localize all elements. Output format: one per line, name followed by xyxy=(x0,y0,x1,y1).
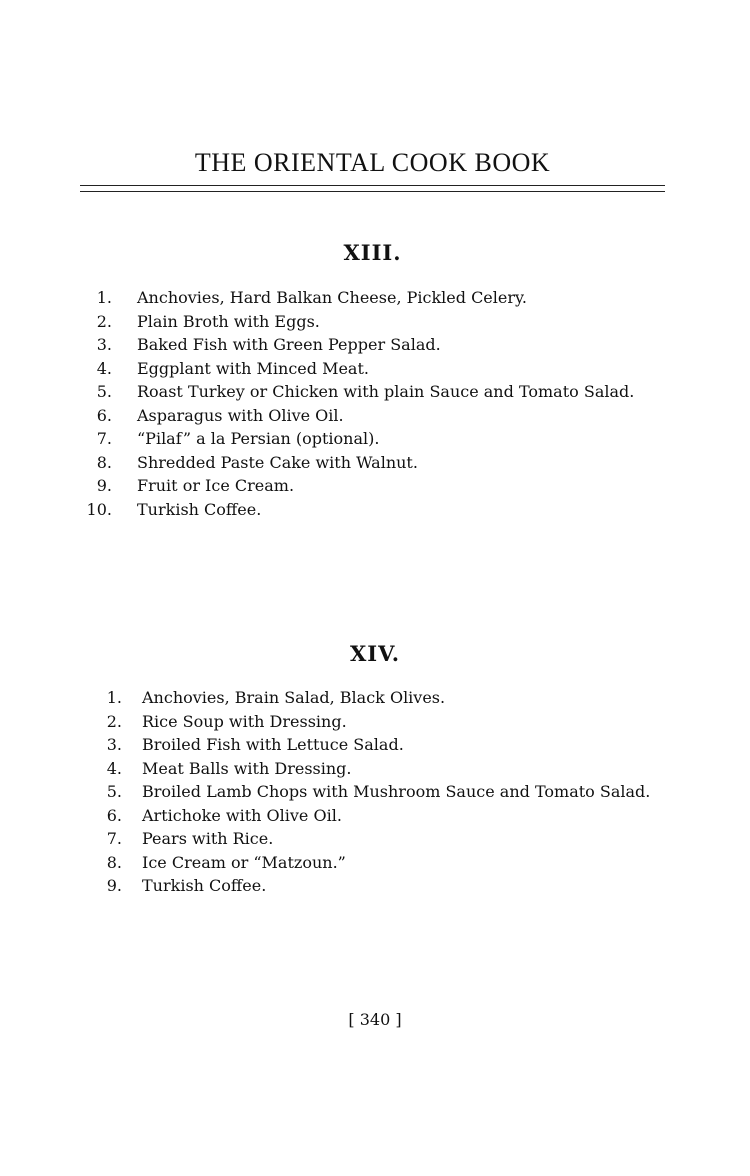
item-number: 10. xyxy=(86,499,112,519)
menu-item xyxy=(93,357,665,381)
item-number: 9. xyxy=(96,476,112,495)
item-text: Anchovies, Brain Salad, Black Olives. xyxy=(142,688,446,707)
item-text: Shredded Paste Cake with Walnut. xyxy=(137,452,418,472)
menu-item xyxy=(98,710,670,734)
menu-item xyxy=(93,380,665,404)
item-number: 4. xyxy=(96,358,112,378)
item-text: Ice Cream or “Matzoun.” xyxy=(142,852,346,872)
item-number: 3. xyxy=(106,735,122,754)
item-text: Rice Soup with Dressing. xyxy=(142,711,347,731)
item-text: Turkish Coffee. xyxy=(137,499,262,519)
item-number: 9. xyxy=(106,876,122,895)
menu-item xyxy=(93,333,665,357)
item-number: 4. xyxy=(106,758,122,778)
menu-item xyxy=(93,286,665,310)
section-title: XIII. xyxy=(343,240,402,265)
item-number: 6. xyxy=(106,805,122,825)
item-number: 6. xyxy=(96,405,112,425)
menu-item xyxy=(86,498,665,522)
menu-item xyxy=(93,404,665,428)
item-text: “Pilaf” a la Persian (optional). xyxy=(137,429,380,448)
menu-item xyxy=(98,874,670,898)
item-text: Artichoke with Olive Oil. xyxy=(142,805,342,825)
item-text: Plain Broth with Eggs. xyxy=(137,311,320,331)
item-number: 2. xyxy=(96,311,112,331)
item-text: Roast Turkey or Chicken with plain Sauce and Tomato Salad. xyxy=(137,382,635,401)
menu-item xyxy=(98,851,670,875)
menu-item xyxy=(93,427,665,451)
running-head: THE ORIENTAL COOK BOOK xyxy=(194,148,551,177)
item-number: 1. xyxy=(96,288,112,307)
item-text: Broiled Fish with Lettuce Salad. xyxy=(142,735,404,754)
menu-item xyxy=(93,310,665,334)
item-number: 7. xyxy=(96,429,112,448)
menu-item xyxy=(98,780,670,804)
item-text: Fruit or Ice Cream. xyxy=(137,476,295,495)
item-text: Pears with Rice. xyxy=(142,829,274,848)
item-number: 8. xyxy=(96,452,112,472)
menu-item xyxy=(98,827,670,851)
menu-list-xiv xyxy=(98,686,670,898)
item-text: Asparagus with Olive Oil. xyxy=(137,405,344,425)
menu-item xyxy=(93,474,665,498)
item-number: 3. xyxy=(96,335,112,354)
menu-item xyxy=(93,451,665,475)
item-text: Anchovies, Hard Balkan Cheese, Pickled Celery. xyxy=(137,288,528,307)
section-title: XIV. xyxy=(349,641,401,666)
item-number: 5. xyxy=(106,782,122,801)
menu-list-xiii xyxy=(86,286,665,521)
item-number: 8. xyxy=(106,852,122,872)
header-double-rule xyxy=(80,185,665,192)
item-text: Eggplant with Minced Meat. xyxy=(137,358,369,378)
page-number: [ 340 ] xyxy=(348,1010,402,1029)
menu-item xyxy=(98,733,670,757)
menu-item xyxy=(98,757,670,781)
item-text: Meat Balls with Dressing. xyxy=(142,758,352,778)
item-text: Broiled Lamb Chops with Mushroom Sauce and Tomato Salad. xyxy=(142,782,651,801)
item-number: 5. xyxy=(96,382,112,401)
item-text: Turkish Coffee. xyxy=(142,876,267,895)
item-text: Baked Fish with Green Pepper Salad. xyxy=(137,335,441,354)
menu-item xyxy=(98,804,670,828)
item-number: 7. xyxy=(106,829,122,848)
item-number: 2. xyxy=(106,711,122,731)
item-number: 1. xyxy=(106,688,122,707)
menu-item xyxy=(98,686,670,710)
